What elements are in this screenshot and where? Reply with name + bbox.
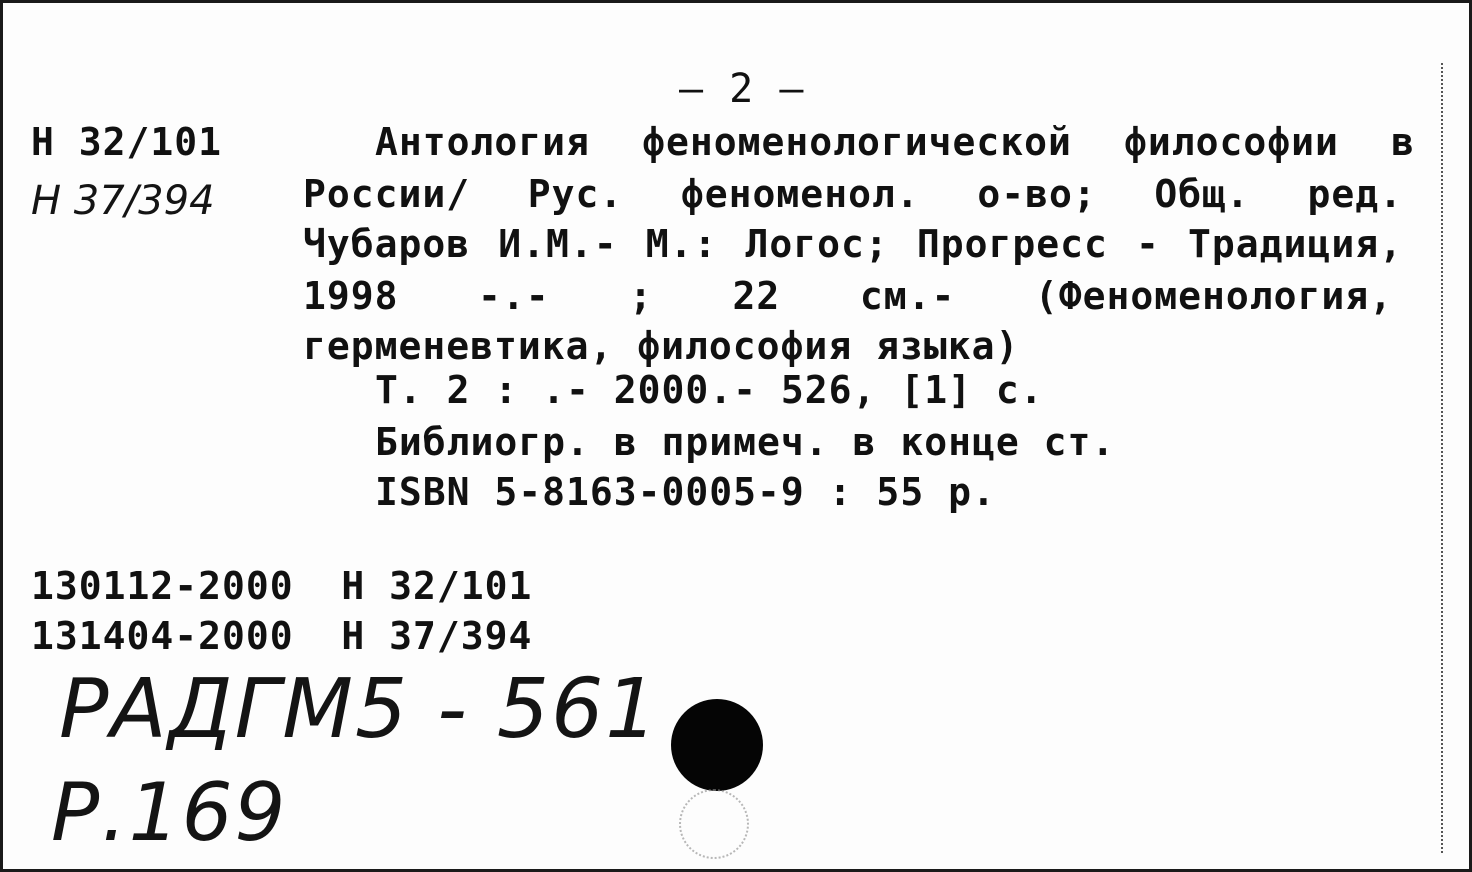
perforation-line [1441,63,1443,853]
word: философии [1124,120,1339,164]
word: ; [629,274,654,318]
page-number: — 2 — [679,66,805,112]
accession-number-1: 130112-2000 Н 32/101 [31,564,533,608]
handwritten-page-ref: Р.169 [51,766,288,859]
word: Прогресс [916,222,1108,266]
word: (Феноменология, [1034,274,1393,318]
body-line-1 [375,120,1415,164]
word: М.: [645,222,718,266]
word: России/ [303,172,471,216]
word: 1998 [303,274,399,318]
body-line-2 [303,172,1403,216]
word: Чубаров [303,222,471,266]
bibliography-note: Библиогр. в примеч. в конце ст. [375,420,1116,464]
word: ред. [1307,172,1403,216]
word: о-во; [977,172,1097,216]
word: Рус. [527,172,624,216]
accession-number-2: 131404-2000 Н 37/394 [31,614,533,658]
body-line-5: герменевтика, философия языка) [303,324,1020,368]
word: 22 [732,274,781,318]
shelfmark-2: Н 37/394 [31,178,215,224]
word: см.- [859,274,956,318]
body-line-4 [303,274,1393,318]
word: феноменологической [642,120,1072,164]
shelfmark-1: Н 32/101 [31,120,223,164]
isbn-line: ISBN 5-8163-0005-9 : 55 р. [375,470,996,514]
volume-line: Т. 2 : .- 2000.- 526, [1] с. [375,368,1044,412]
word: Логос; [745,222,889,266]
word: И.М.- [498,222,618,266]
body-line-3 [303,222,1403,266]
word: Антология [375,120,590,164]
handwritten-code: РАДГМ5 - 561 [59,662,660,757]
word: Традиция, [1188,222,1403,266]
word: -.- [478,274,550,318]
word: феноменол. [680,172,920,216]
word: Общ. [1154,172,1250,216]
faded-stamp-icon [679,789,749,859]
word: - [1136,222,1160,266]
word: в [1391,120,1415,164]
punch-hole-icon [671,699,763,791]
